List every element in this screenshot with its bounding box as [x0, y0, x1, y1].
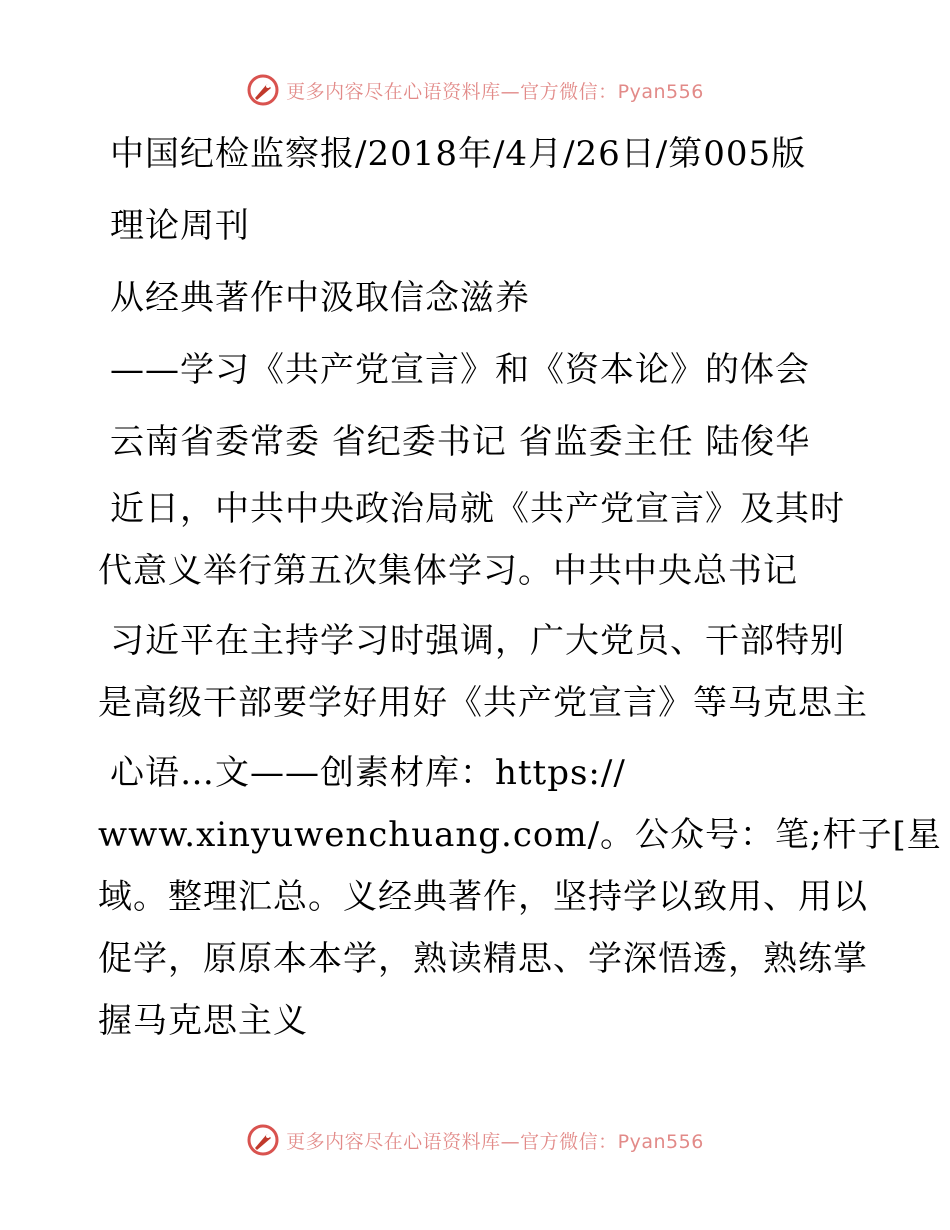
paragraph-3	[98, 742, 942, 1052]
watermark-text	[286, 77, 704, 104]
watermark-label: 更多内容尽在心语资料库—官方微信：	[286, 80, 618, 103]
paragraph-line: 域。整理汇总。义经典著作，坚持学以致用、用以	[98, 877, 868, 917]
document-body	[98, 118, 942, 1052]
paragraph-1	[98, 478, 858, 602]
article-subtitle: ——学习《共产党宣言》和《资本论》的体会	[110, 350, 810, 390]
paragraph-line: 近日，中共中央政治局就《共产党宣言》及其时	[110, 489, 845, 529]
paragraph-line: 代意义举行第五次集体学习。中共中央总书记	[98, 551, 798, 591]
section-name: 理论周刊	[110, 206, 250, 246]
article-title: 从经典著作中汲取信念滋养	[110, 278, 530, 318]
paragraph-line: www.xinyuwenchuang.com/。公众号：笔;杆子[星	[98, 815, 942, 855]
paragraph-2	[98, 610, 868, 734]
pen-nib-icon	[246, 73, 280, 107]
footer-watermark	[0, 1120, 950, 1160]
paragraph-line: 心语…文——创素材库：https://	[110, 753, 626, 793]
paragraph-line: 促学，原原本本学，熟读精思、学深悟透，熟练掌	[98, 939, 868, 979]
header-watermark	[0, 70, 950, 110]
watermark-handle: Pyan556	[617, 80, 704, 103]
watermark-label: 更多内容尽在心语资料库—官方微信：	[286, 1130, 618, 1153]
watermark-text	[286, 1127, 704, 1154]
paragraph-line: 习近平在主持学习时强调，广大党员、干部特别	[110, 621, 845, 661]
source-line: 中国纪检监察报/2018年/4月/26日/第005版	[110, 134, 807, 174]
watermark-handle: Pyan556	[617, 1130, 704, 1153]
pen-nib-icon	[246, 1123, 280, 1157]
paragraph-line: 握马克思主义	[98, 1001, 308, 1041]
paragraph-line: 是高级干部要学好用好《共产党宣言》等马克思主	[98, 683, 868, 723]
author-line: 云南省委常委 省纪委书记 省监委主任 陆俊华	[110, 422, 811, 462]
